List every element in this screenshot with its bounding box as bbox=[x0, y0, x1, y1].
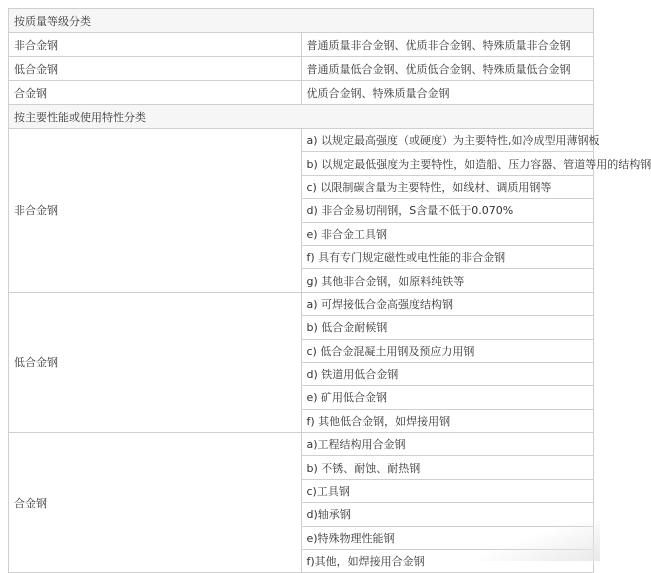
category-description: 优质合金钢、特殊质量合金钢 bbox=[301, 81, 594, 105]
group-item: b) 不锈、耐蚀、耐热钢 bbox=[301, 456, 594, 479]
section-header-row bbox=[9, 105, 594, 129]
group-item: g) 其他非合金钢，如原料纯铁等 bbox=[301, 269, 594, 292]
group-item: c)工具钢 bbox=[301, 479, 594, 502]
group-item: e)特殊物理性能钢 bbox=[301, 526, 594, 549]
category-name: 非合金钢 bbox=[9, 33, 302, 57]
group-item: d) 非合金易切削钢，S含量不低于0.070% bbox=[301, 199, 594, 222]
table-row bbox=[9, 81, 594, 105]
group-item: a)工程结构用合金钢 bbox=[301, 433, 594, 456]
group-item: b) 低合金耐候钢 bbox=[301, 316, 594, 339]
group-item: c) 以限制碳含量为主要特性，如线材、调质用钢等 bbox=[301, 175, 594, 198]
steel-classification-table bbox=[8, 8, 651, 573]
quality-section-header: 按质量等级分类 bbox=[9, 9, 594, 33]
group-name: 非合金钢 bbox=[9, 129, 302, 293]
group-item: e) 矿用低合金钢 bbox=[301, 386, 594, 409]
group-item: d) 铁道用低合金钢 bbox=[301, 362, 594, 385]
category-description: 普通质量非合金钢、优质非合金钢、特殊质量非合金钢 bbox=[301, 33, 594, 57]
group-item: d)轴承钢 bbox=[301, 503, 594, 526]
group-item: b) 以规定最低强度为主要特性，如造船、压力容器、管道等用的结构钢 bbox=[301, 152, 594, 175]
table-row bbox=[9, 433, 594, 456]
group-item: e) 非合金工具钢 bbox=[301, 222, 594, 245]
table-row bbox=[9, 129, 594, 152]
group-item: c) 低合金混凝土用钢及预应力用钢 bbox=[301, 339, 594, 362]
corner-shadow bbox=[480, 521, 600, 561]
group-item: f)其他，如焊接用合金钢 bbox=[301, 550, 594, 573]
group-name: 低合金钢 bbox=[9, 292, 302, 432]
group-item: f) 其他低合金钢，如焊接用钢 bbox=[301, 409, 594, 432]
performance-section-header: 按主要性能或使用特性分类 bbox=[9, 105, 594, 129]
table-row bbox=[9, 33, 594, 57]
category-name: 合金钢 bbox=[9, 81, 302, 105]
group-item: f) 具有专门规定磁性或电性能的非合金钢 bbox=[301, 245, 594, 268]
table-row bbox=[9, 292, 594, 315]
table-row bbox=[9, 57, 594, 81]
category-description: 普通质量低合金钢、优质低合金钢、特殊质量低合金钢 bbox=[301, 57, 594, 81]
group-item: a) 可焊接低合金高强度结构钢 bbox=[301, 292, 594, 315]
group-item: a) 以规定最高强度（或硬度）为主要特性,如冷成型用薄钢板 bbox=[301, 129, 594, 152]
group-name: 合金钢 bbox=[9, 433, 302, 573]
category-name: 低合金钢 bbox=[9, 57, 302, 81]
section-header-row bbox=[9, 9, 594, 33]
